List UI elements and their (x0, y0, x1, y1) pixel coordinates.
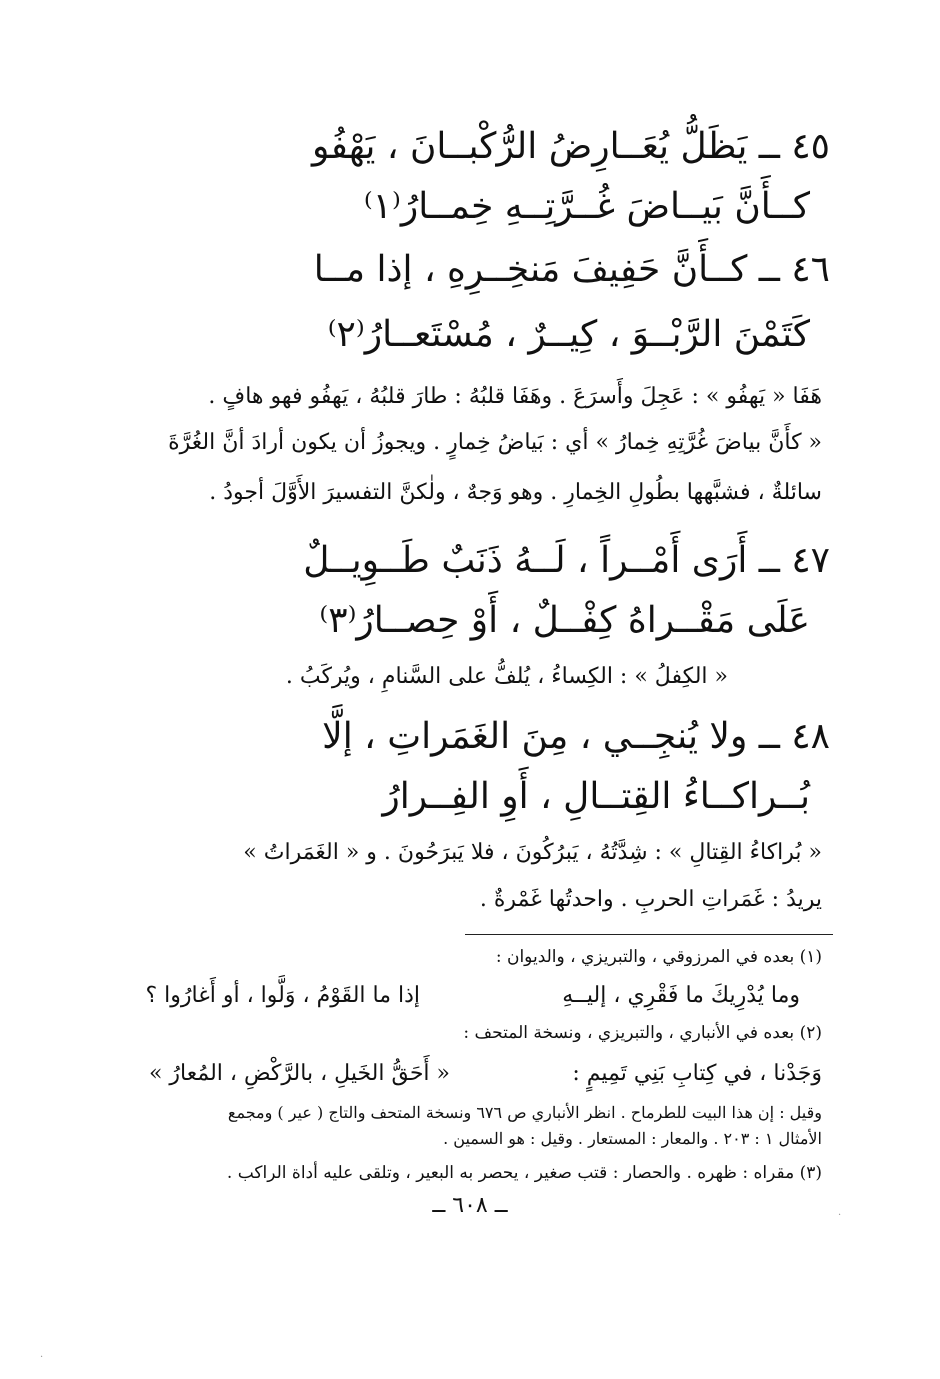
gloss-line: هَفَا « يَهفُو » : عَجِلَ وأَسرَعَ . وهَفَا قلبُهُ : طارَ قلبُهُ ، يَهفُو فهو هافٍ . (208, 384, 822, 409)
verse-48-first-hemistich: ٤٨ ــ ولا يُنجِــي ، مِنَ الغَمَراتِ ، إلَّا (322, 716, 830, 757)
verse-45-first-hemistich: ٤٥ ــ يَظَلُّ يُعَــارِضُ الرُّكْبــانَ ، يَهْفُو (312, 126, 830, 167)
footnote-1-verse-second: إذا ما القَوْمُ ، وَلَّوا ، أو أَغارُوا ؟ (145, 983, 420, 1008)
verse-48-second-hemistich: بُــراكــاءُ القِتــالِ ، أَوِ الفِــرارُ (382, 776, 810, 817)
footnote-1-label: (١) بعده في المرزوقي ، والتبريزي ، والديوان : (495, 947, 822, 967)
verse-45-second-hemistich: كــأَنَّ بَيــاضَ غُــرَّتِــهِ خِمــارُ⁽١⁾ (363, 186, 810, 227)
scan-speck: · (40, 1352, 44, 1363)
gloss-line: يريدُ : غَمَراتِ الحربِ . واحدتُها غَمْرةٌ . (479, 887, 822, 912)
verse-46-first-hemistich: ٤٦ ــ كــأَنَّ حَفِيفَ مَنخِــرِهِ ، إذا مــا (313, 249, 830, 290)
verse-47-second-hemistich: عَلَى مَقْــراهُ كِفْــلٌ ، أَوْ حِصــارُ⁽٣⁾ (319, 600, 810, 641)
footnote-1-verse-first: وما يُدْرِيكَ ما فَقْرِي ، إليــهِ (562, 983, 800, 1008)
footnote-separator (465, 934, 833, 935)
verse-46-second-hemistich: كَتَمْنَ الرَّبْــوَ ، كِيــرٌ ، مُسْتَعــارُ⁽٢⁾ (327, 314, 810, 355)
gloss-line: « كأَنَّ بياضَ غُرَّتِهِ خِمارُ » أي : بَياضُ خِمارٍ . ويجوزُ أن يكون أرادَ أنَّ الغُرَّةَ (168, 430, 822, 455)
footnote-2-verse-first: وَجَدْنا ، في كِتابِ بَنِي تَمِيمٍ : (572, 1061, 822, 1086)
gloss-line: « بُراكاءُ القِتالِ » : شِدَّتُهُ ، يَبرُكُونَ ، فلا يَبرَحُونَ . و « الغَمَراتُ » (243, 840, 822, 865)
footnote-2-note: الأمثال ١ : ٢٠٣ . والمعار : المستعار . وقيل : هو السمين . (443, 1129, 822, 1148)
footnote-2-label: (٢) بعده في الأنباري ، والتبريزي ، ونسخة المتحف : (463, 1023, 822, 1043)
footnote-2-note: وقيل : إن هذا البيت للطرماح . انظر الأنباري ص ٦٧٦ ونسخة المتحف والتاج ( عير ) ومجمع (227, 1103, 822, 1122)
verse-47-first-hemistich: ٤٧ ــ أَرَى أَمْــراً ، لَــهُ ذَنَبٌ طَــوِيــلٌ (303, 540, 830, 581)
scan-speck: · (838, 1210, 842, 1221)
footnote-2-verse-second: « أَحَقُّ الخَيلِ ، بالرَّكْضِ ، المُعارُ » (148, 1061, 450, 1086)
footnote-3: (٣) مقراه : ظهره . والحصار : قتب صغير ، يحصر به البعير ، وتلقى عليه أداة الراكب . (226, 1163, 822, 1183)
page-number: ــ ٦٠٨ ــ (432, 1193, 508, 1218)
gloss-line: « الكِفلُ » : الكِساءُ ، يُلفُّ على السَّنامِ ، ويُركَبُ . (285, 664, 728, 689)
gloss-line: سائلةٌ ، فشبَّهها بطُولِ الخِمارِ . وهو وَجهٌ ، ولٰكنَّ التفسيرَ الأَوَّلَ أجودُ . (209, 480, 822, 505)
